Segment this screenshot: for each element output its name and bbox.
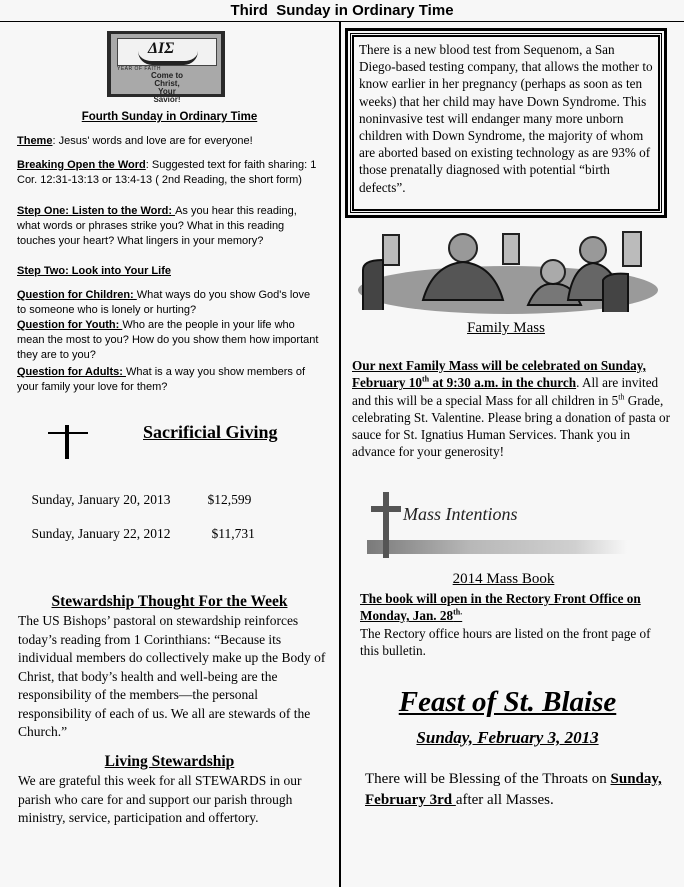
step-one-label: Step One: Listen to the Word: xyxy=(17,205,176,217)
reflection-title: Fourth Sunday in Ordinary Time xyxy=(81,111,258,123)
logo-slogan xyxy=(117,72,217,104)
mass-book-title: 2014 Mass Book xyxy=(452,571,555,587)
question-youth-label: Question for Youth: xyxy=(17,319,123,331)
logo-caption: YEAR OF FAITH xyxy=(117,66,162,72)
family-mass-text: Grade, celebrating St. Valentine. Please bring a donation of pasta or sauce for St. Ignatius Human Services. Thank you in advance for your generosity! xyxy=(352,392,670,460)
st-blaise-title: Feast of St. Blaise xyxy=(398,686,617,718)
page-title: Third Sunday in Ordinary Time xyxy=(0,0,684,22)
banner-bar xyxy=(367,540,627,554)
question-children-text: What ways do you show God's love to someone who is lonely or hurting? xyxy=(17,289,311,316)
theme-label: Theme xyxy=(17,135,53,147)
blood-test-news-text: There is a new blood test from Sequenom, a San Diego-based testing company, that allows the mother to know earlier in her pregnancy (perhaps as soon as ten weeks) that her child may have Down Syndrome. This noninvasive test will endanger many more unborn children with Down Syndrome, the majority of whom are aborted based on existing technology as are 93% of those prenatally diagnosed with potential “birth defects”. xyxy=(352,35,660,211)
step-one-paragraph xyxy=(17,204,321,249)
family-mass-time-text: at 9:30 a.m. in the church xyxy=(429,375,577,391)
ordinal-suffix: th xyxy=(618,392,625,402)
cross-icon xyxy=(48,425,88,459)
mass-intentions-banner xyxy=(363,492,631,562)
mass-book-body xyxy=(360,590,665,659)
stewardship-thought-title: Stewardship Thought For the Week xyxy=(51,593,288,610)
question-children-paragraph xyxy=(17,288,321,318)
slogan-line: Your xyxy=(158,87,176,96)
slogan-line: Come to xyxy=(151,71,183,80)
mass-intentions-text: Mass Intentions xyxy=(403,504,518,524)
giving-row xyxy=(18,510,255,558)
stewardship-thought-body: The US Bishops’ pastoral on stewardship reinforces today’s reading from 1 Corinthians: “Because its individual members do collectively make up the Body of Christ, that body’s health and well-being are the responsibility of the members—the personal responsibility of each of us. We all are stewards of the Church.” xyxy=(18,613,326,739)
theme-text: : Jesus' words and love are for everyone! xyxy=(52,135,253,147)
theme-paragraph xyxy=(17,134,321,149)
family-mass-text: . All are invited and this will be a special Mass for all children in 5 xyxy=(352,375,659,408)
question-children-label: Question for Children: xyxy=(17,289,137,301)
step-one-text: As you hear this reading, what words or phrases strike you? What in this reading touches your heart? What lingers in your memory? xyxy=(17,205,297,247)
giving-date: Sunday, January 20, 2013 xyxy=(31,492,171,507)
living-stewardship-body: We are grateful this week for all STEWARDS in our parish who care for and support our parish through ministry, service, participation and offertory. xyxy=(18,773,302,825)
st-blaise-date: Sunday, February 3, 2013 xyxy=(416,728,599,747)
slogan-line: Christ, xyxy=(154,79,180,88)
question-youth-text: Who are the people in your life who mean the most to you? How do you show them how important they are to you? xyxy=(17,319,319,361)
family-mass-body xyxy=(352,357,670,461)
st-blaise-body xyxy=(365,769,675,811)
breaking-open-text: : Suggested text for faith sharing: 1 Cor. 12:31-13:13 or 13:4-13 ( 2nd Reading, the short form) xyxy=(17,159,317,186)
year-of-faith-logo xyxy=(107,31,225,104)
boat-icon xyxy=(138,51,198,65)
ordinal-suffix: th. xyxy=(453,607,463,617)
column-divider xyxy=(339,22,341,887)
mass-book-hours-text: The Rectory office hours are listed on the front page of this bulletin. xyxy=(360,625,651,658)
question-youth-paragraph xyxy=(17,318,321,363)
slogan-line: Savior! xyxy=(153,95,181,104)
question-adults-label: Question for Adults: xyxy=(17,366,126,378)
family-at-mass-illustration xyxy=(353,230,663,318)
living-stewardship-title: Living Stewardship xyxy=(104,753,235,770)
sacrificial-giving-title: Sacrificial Giving xyxy=(143,422,278,442)
step-two-label: Step Two: Look into Your Life xyxy=(17,265,171,277)
giving-date: Sunday, January 22, 2012 xyxy=(31,526,171,541)
breaking-open-label: Breaking Open the Word xyxy=(17,159,146,171)
giving-amount: $12,599 xyxy=(207,492,252,507)
blood-test-news-box xyxy=(345,28,667,218)
family-mass-date-text: Our next Family Mass will be celebrated on Sunday, February 10 xyxy=(352,358,646,391)
ordinal-suffix: th xyxy=(421,374,430,384)
question-adults-text: What is a way you show members of your family your love for them? xyxy=(17,366,306,393)
family-mass-title: Family Mass xyxy=(467,320,545,336)
st-blaise-text: There will be Blessing of the Throats on xyxy=(365,771,611,787)
st-blaise-text: after all Masses. xyxy=(455,792,554,808)
mass-book-open-date: The book will open in the Rectory Front Office on Monday, Jan. 28 xyxy=(360,591,641,624)
st-blaise-bold-date: Sunday, February 3rd xyxy=(365,771,662,808)
step-two-heading xyxy=(17,264,321,279)
question-adults-paragraph xyxy=(17,365,321,395)
crucifix-icon xyxy=(371,492,401,558)
giving-amount: $11,731 xyxy=(211,526,255,541)
year-of-faith-mark: ΔΙΣ xyxy=(148,40,175,57)
breaking-open-paragraph xyxy=(17,158,321,188)
